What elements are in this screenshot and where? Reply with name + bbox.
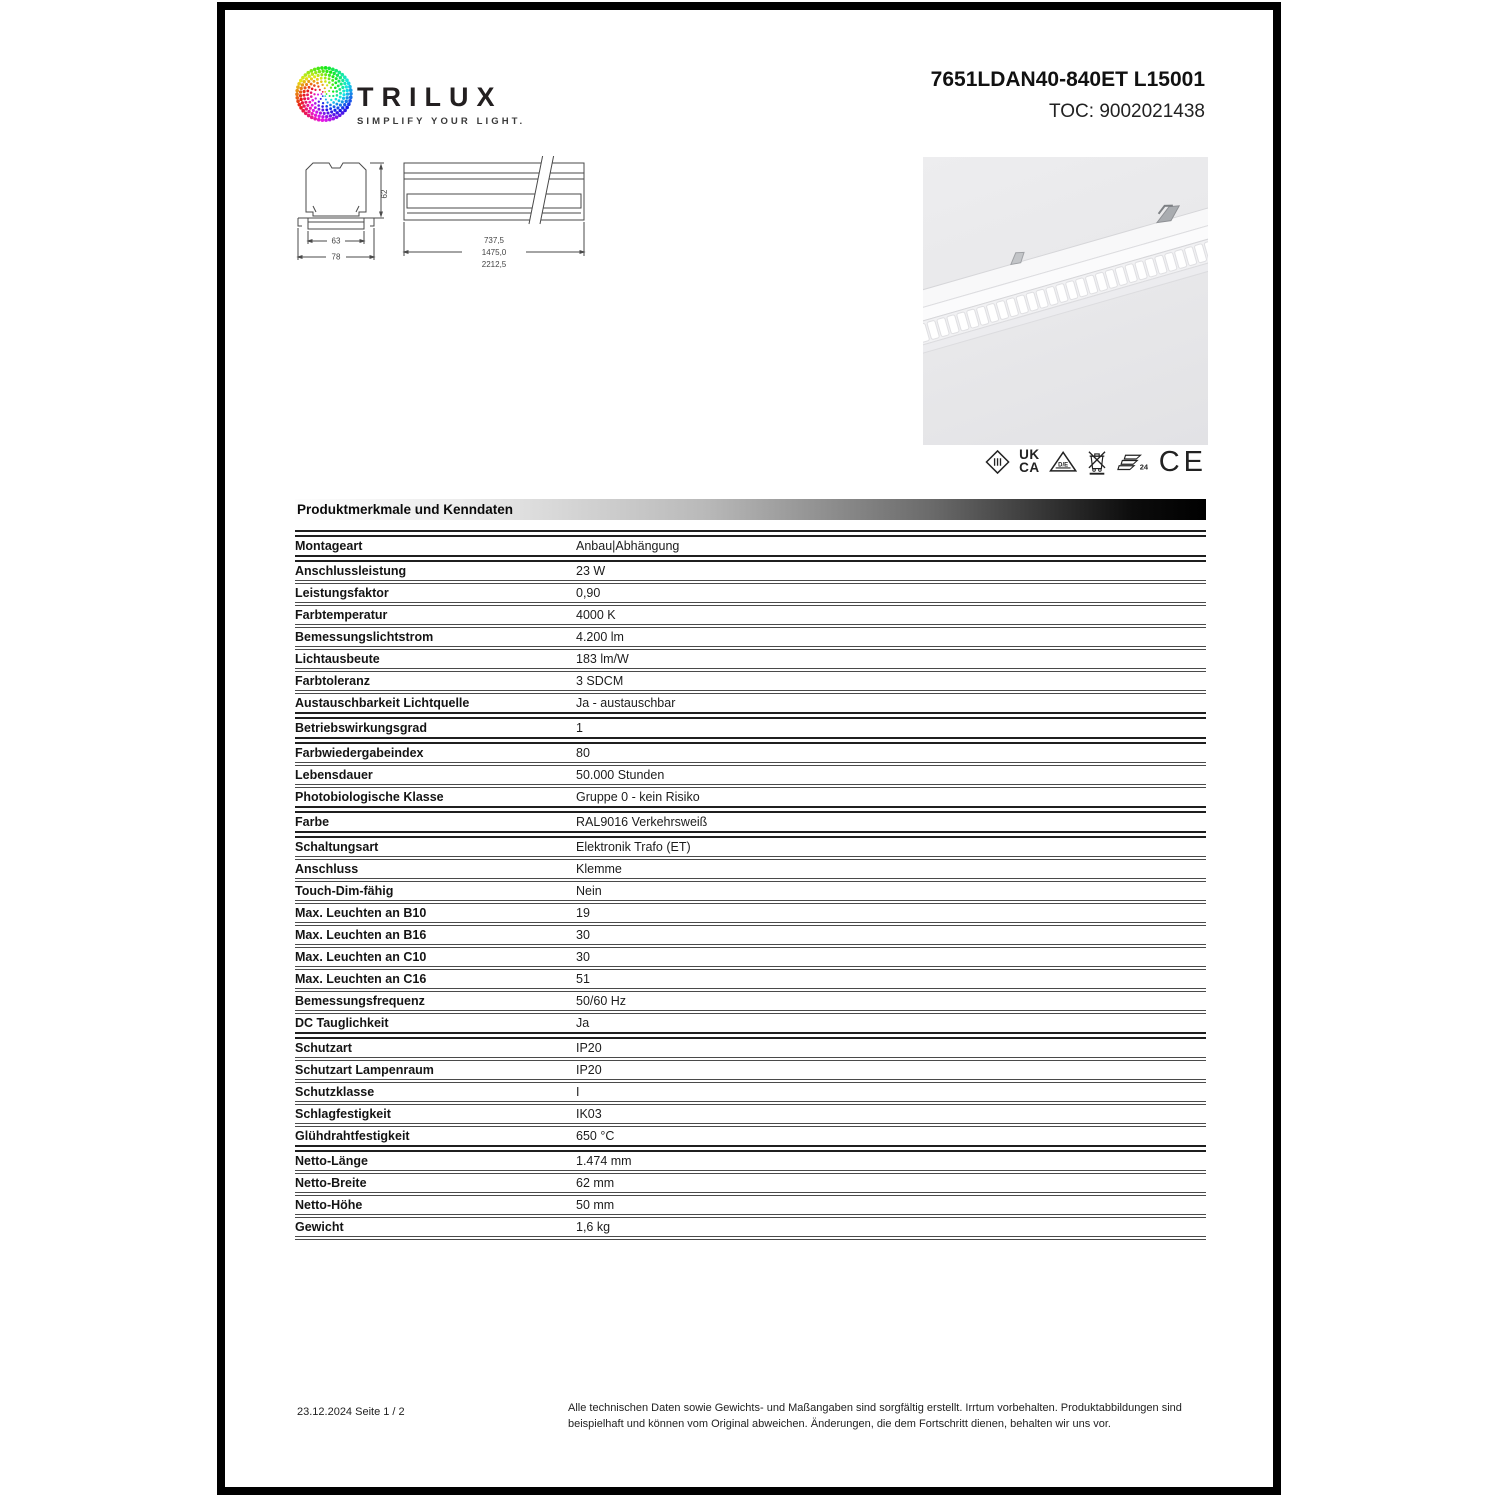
row-label: Austauschbarkeit Lichtquelle xyxy=(295,696,470,710)
section-header-bar xyxy=(295,499,1206,520)
row-divider xyxy=(295,806,1206,813)
brand-name: TRILUX xyxy=(357,82,503,112)
table-top-divider xyxy=(295,530,1206,537)
row-value: I xyxy=(576,1085,580,1099)
row-value: 183 lm/W xyxy=(576,652,629,666)
row-label: Betriebswirkungsgrad xyxy=(295,721,427,735)
row-value: Gruppe 0 - kein Risiko xyxy=(576,790,700,804)
row-label: Netto-Höhe xyxy=(295,1198,363,1212)
row-label: Montageart xyxy=(295,539,363,553)
row-value: IP20 xyxy=(576,1041,602,1055)
table-row xyxy=(295,788,1206,806)
row-value: 3 SDCM xyxy=(576,674,624,688)
row-label: Schutzart xyxy=(295,1041,352,1055)
row-label: Lebensdauer xyxy=(295,768,373,782)
row-label: DC Tauglichkeit xyxy=(295,1016,389,1030)
dimension-drawing xyxy=(286,156,608,286)
row-label: Farbtoleranz xyxy=(295,674,371,688)
row-value: IK03 xyxy=(576,1107,602,1121)
row-label: Lichtausbeute xyxy=(295,652,380,666)
table-row xyxy=(295,719,1206,737)
certification-icons xyxy=(985,443,1207,481)
row-label: Anschlussleistung xyxy=(295,564,407,578)
row-divider xyxy=(295,1032,1206,1039)
dim-length1-label: 737,5 xyxy=(483,236,505,245)
row-value: 1 xyxy=(576,721,583,735)
row-value: RAL9016 Verkehrsweiß xyxy=(576,815,708,829)
row-value: Ja xyxy=(576,1016,590,1030)
table-row xyxy=(295,838,1206,856)
dim-length2-label: 1475,0 xyxy=(481,248,507,257)
de-triangle-label: D/E xyxy=(1057,462,1068,469)
table-row xyxy=(295,1127,1206,1145)
row-value: Elektronik Trafo (ET) xyxy=(576,840,691,854)
row-value: 51 xyxy=(576,972,590,986)
row-label: Bemessungslichtstrom xyxy=(295,630,434,644)
row-label: Touch-Dim-fähig xyxy=(295,884,394,898)
row-value: IP20 xyxy=(576,1063,602,1077)
brand-tagline: SIMPLIFY YOUR LIGHT. xyxy=(357,116,526,127)
table-row xyxy=(295,537,1206,555)
row-divider xyxy=(295,712,1206,719)
row-label: Netto-Breite xyxy=(295,1176,367,1190)
table-row xyxy=(295,766,1206,784)
enec-number: 24 xyxy=(1139,462,1148,472)
table-row xyxy=(295,882,1206,900)
dim-inner-width-label: 63 xyxy=(331,236,341,246)
row-value: 1,6 kg xyxy=(576,1220,611,1234)
table-row xyxy=(295,948,1206,966)
dim-length3-label: 2212,5 xyxy=(481,260,507,269)
row-label: Farbtemperatur xyxy=(295,608,388,622)
row-value: Klemme xyxy=(576,862,622,876)
product-code-block xyxy=(700,68,1205,123)
table-row xyxy=(295,584,1206,602)
row-value: Anbau|Abhängung xyxy=(576,539,680,553)
enec-mark-icon xyxy=(1117,446,1150,478)
row-label: Netto-Länge xyxy=(295,1154,368,1168)
row-label: Farbwiedergabeindex xyxy=(295,746,424,760)
table-row xyxy=(295,1105,1206,1123)
table-row xyxy=(295,650,1206,668)
weee-bin-icon xyxy=(1086,445,1108,479)
section-title: Produktmerkmale und Kenndaten xyxy=(297,502,514,517)
row-value: Ja - austauschbar xyxy=(576,696,676,710)
row-label: Schutzart Lampenraum xyxy=(295,1063,434,1077)
row-value: Nein xyxy=(576,884,602,898)
table-row xyxy=(295,744,1206,762)
row-value: 4000 K xyxy=(576,608,616,622)
table-row xyxy=(295,1014,1206,1032)
product-code: 7651LDAN40-840ET L15001 xyxy=(930,68,1205,91)
row-divider xyxy=(295,737,1206,744)
row-label: Leistungsfaktor xyxy=(295,586,389,600)
table-row xyxy=(295,1083,1206,1101)
table-row xyxy=(295,1218,1206,1236)
row-value: 1.474 mm xyxy=(576,1154,632,1168)
table-row xyxy=(295,970,1206,988)
dim-outer-width-label: 78 xyxy=(331,252,341,262)
row-label: Max. Leuchten an C16 xyxy=(295,972,427,986)
table-row xyxy=(295,1174,1206,1192)
row-label: Max. Leuchten an B10 xyxy=(295,906,427,920)
row-divider xyxy=(295,1145,1206,1152)
table-row xyxy=(295,904,1206,922)
dim-height-label: 62 xyxy=(380,189,389,199)
ukca-line2: CA xyxy=(1019,460,1040,475)
row-value: 650 °C xyxy=(576,1129,615,1143)
row-label: Max. Leuchten an B16 xyxy=(295,928,427,942)
table-row xyxy=(295,1039,1206,1057)
table-row xyxy=(295,992,1206,1010)
ce-mark-icon: CE xyxy=(1158,445,1207,478)
luminaire-illustration xyxy=(923,157,1208,445)
table-row xyxy=(295,860,1206,878)
row-label: Bemessungsfrequenz xyxy=(295,994,425,1008)
toc-number: TOC: 9002021438 xyxy=(1049,101,1205,122)
table-row xyxy=(295,562,1206,580)
row-value: 62 mm xyxy=(576,1176,615,1190)
footer-date-page: 23.12.2024 Seite 1 / 2 xyxy=(297,1406,405,1418)
row-label: Anschluss xyxy=(295,862,359,876)
row-divider xyxy=(295,831,1206,838)
trilux-logo-sphere-icon xyxy=(294,64,354,124)
trilux-logo xyxy=(357,84,525,127)
row-label: Photobiologische Klasse xyxy=(295,790,444,804)
row-label: Schutzklasse xyxy=(295,1085,375,1099)
protection-class-diamond-icon xyxy=(985,446,1010,478)
table-row xyxy=(295,672,1206,690)
row-value: 50 mm xyxy=(576,1198,615,1212)
row-value: 23 W xyxy=(576,564,606,578)
break-gap xyxy=(529,156,554,224)
row-label: Schaltungsart xyxy=(295,840,379,854)
row-divider xyxy=(295,555,1206,562)
row-label: Max. Leuchten an C10 xyxy=(295,950,427,964)
row-value: 50.000 Stunden xyxy=(576,768,665,782)
row-divider xyxy=(295,1236,1206,1240)
row-value: 0,90 xyxy=(576,586,601,600)
table-row xyxy=(295,606,1206,624)
table-row xyxy=(295,813,1206,831)
row-value: 80 xyxy=(576,746,590,760)
row-label: Gewicht xyxy=(295,1220,344,1234)
table-row xyxy=(295,1152,1206,1170)
footer-disclaimer: Alle technischen Daten sowie Gewichts- und Maßangaben sind sorgfältig erstellt. Irrtum vorbehalten. Produktabbildungen sind beispielhaft und können vom Original abweichen. Änderungen, die dem Fortschritt dienen, behalten wir uns vor. xyxy=(568,1402,1182,1430)
table-row xyxy=(295,628,1206,646)
ukca-mark-icon xyxy=(1019,449,1040,475)
row-value: 30 xyxy=(576,950,590,964)
row-value: 4.200 lm xyxy=(576,630,624,644)
row-value: 50/60 Hz xyxy=(576,994,627,1008)
row-label: Farbe xyxy=(295,815,330,829)
table-row xyxy=(295,926,1206,944)
de-triangle-mark-icon xyxy=(1049,446,1077,478)
table-row xyxy=(295,1061,1206,1079)
row-label: Schlagfestigkeit xyxy=(295,1107,391,1121)
table-row xyxy=(295,1196,1206,1214)
spec-table xyxy=(295,530,1206,1240)
row-value: 30 xyxy=(576,928,590,942)
ukca-line1: UK xyxy=(1019,447,1040,463)
table-row xyxy=(295,694,1206,712)
product-photo xyxy=(923,157,1208,445)
row-value: 19 xyxy=(576,906,590,920)
row-label: Glühdrahtfestigkeit xyxy=(295,1129,410,1143)
